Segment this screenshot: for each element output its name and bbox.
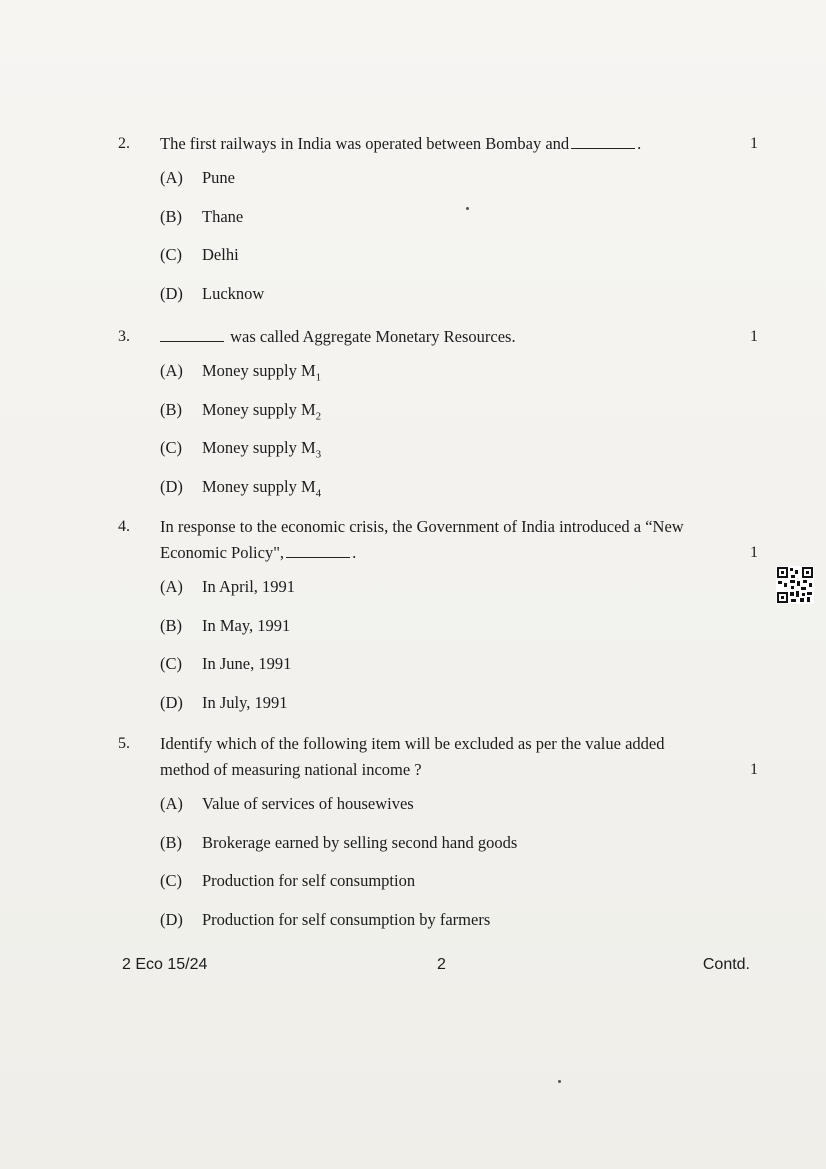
- option-d: [160, 283, 758, 322]
- question-2: [118, 131, 758, 321]
- option-c: [160, 244, 758, 283]
- options-list: [160, 360, 758, 514]
- option-text: [202, 399, 321, 438]
- option-text: In June, 1991: [202, 654, 292, 673]
- option-text: [202, 360, 321, 399]
- option-b: [160, 206, 758, 245]
- question-number: 5.: [118, 735, 130, 752]
- question-stem-line-2: method of measuring national income ?: [160, 760, 422, 779]
- answer-blank: [286, 543, 350, 558]
- option-d: [160, 476, 758, 515]
- option-text-main: Money supply M: [202, 361, 316, 380]
- question-stem-line-1: Identify which of the following item will be excluded as per the value added: [160, 734, 665, 753]
- question-stem-row: [118, 514, 758, 566]
- option-text: [202, 476, 321, 515]
- qr-code-icon: [776, 566, 814, 604]
- option-label: (B): [160, 615, 182, 635]
- question-stem-row: [118, 731, 758, 783]
- question-stem-line-2: Economic Policy",: [160, 543, 285, 562]
- option-d: [160, 909, 758, 948]
- option-b: [160, 832, 758, 871]
- option-text: Value of services of housewives: [202, 794, 414, 813]
- paper-code: 2 Eco 15/24: [122, 956, 208, 973]
- question-stem: The first railways in India was operated between Bombay and: [160, 134, 570, 153]
- option-text: In July, 1991: [202, 692, 288, 712]
- page-number: 2: [437, 956, 446, 973]
- option-text: [202, 437, 321, 476]
- question-marks: 1: [750, 135, 758, 152]
- option-text: Thane: [202, 206, 244, 226]
- option-text-main: Money supply M: [202, 399, 316, 419]
- question-5: [118, 731, 758, 947]
- option-b: [160, 615, 758, 654]
- question-number: 2.: [118, 135, 130, 152]
- option-label: (C): [160, 438, 182, 457]
- scan-speck: [558, 1080, 561, 1083]
- question-text: [160, 131, 758, 157]
- option-label: (B): [160, 206, 182, 226]
- option-text: Pune: [202, 168, 235, 187]
- option-text: Lucknow: [202, 283, 265, 303]
- options-list: [160, 576, 758, 730]
- option-text: Production for self consumption by farmers: [202, 909, 491, 929]
- option-b: [160, 399, 758, 438]
- option-label: (A): [160, 168, 183, 187]
- option-text: Production for self consumption: [202, 871, 416, 890]
- question-marks: 1: [750, 761, 758, 778]
- option-label: (C): [160, 871, 182, 890]
- question-stem-end: .: [637, 134, 642, 153]
- option-c: [160, 437, 758, 476]
- question-stem: was called Aggregate Monetary Resources.: [230, 327, 516, 346]
- option-a: [160, 360, 758, 399]
- option-text-main: Money supply M: [202, 438, 316, 457]
- question-4: [118, 514, 758, 730]
- option-text: In May, 1991: [202, 615, 291, 635]
- options-list: [160, 167, 758, 321]
- option-label: (D): [160, 476, 183, 496]
- option-subscript: 3: [315, 448, 322, 461]
- option-label: (D): [160, 909, 183, 929]
- option-text: Brokerage earned by selling second hand goods: [202, 832, 518, 852]
- question-stem-end: .: [352, 543, 357, 562]
- option-subscript: 2: [315, 409, 322, 422]
- option-subscript: 4: [315, 486, 322, 499]
- question-text: [160, 731, 758, 783]
- option-label: (D): [160, 692, 183, 712]
- option-a: [160, 167, 758, 206]
- option-subscript: 1: [315, 371, 322, 384]
- answer-blank: [571, 134, 635, 149]
- options-list: [160, 793, 758, 947]
- option-label: (C): [160, 654, 182, 673]
- question-marks: 1: [750, 544, 758, 561]
- question-stem-row: [118, 324, 758, 350]
- option-a: [160, 576, 758, 615]
- scan-speck: [466, 207, 469, 210]
- option-label: (B): [160, 832, 182, 852]
- option-label: (B): [160, 399, 182, 419]
- option-text: Delhi: [202, 245, 239, 264]
- question-3: [118, 324, 758, 514]
- option-label: (C): [160, 245, 182, 264]
- option-text: In April, 1991: [202, 577, 296, 596]
- option-label: (A): [160, 361, 183, 380]
- question-number: 3.: [118, 328, 130, 345]
- continued-label: Contd.: [702, 956, 750, 973]
- option-c: [160, 653, 758, 692]
- option-a: [160, 793, 758, 832]
- option-label: (A): [160, 794, 183, 813]
- question-number: 4.: [118, 518, 130, 535]
- option-label: (A): [160, 577, 183, 596]
- answer-blank: [160, 327, 224, 342]
- question-stem-row: [118, 131, 758, 157]
- question-text: [160, 514, 758, 566]
- option-d: [160, 692, 758, 731]
- option-text-main: Money supply M: [202, 476, 316, 496]
- option-c: [160, 870, 758, 909]
- question-stem-line-1: In response to the economic crisis, the Government of India introduced a “New: [160, 517, 684, 536]
- question-text: [160, 324, 758, 350]
- option-label: (D): [160, 283, 183, 303]
- question-marks: 1: [750, 328, 758, 345]
- page-footer: [122, 956, 750, 978]
